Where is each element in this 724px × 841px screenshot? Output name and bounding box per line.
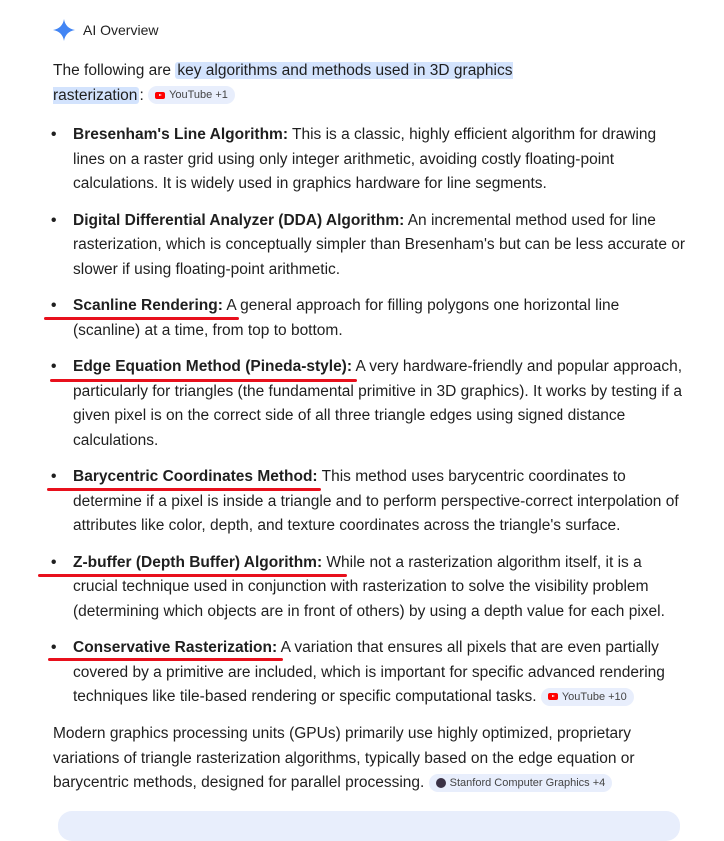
source-chip[interactable] [541,688,634,706]
source-label: Stanford Computer Graphics +4 [449,776,606,789]
gemini-sparkle-icon [53,19,75,41]
outro-text: Modern graphics processing units (GPUs) primarily use highly optimized, proprietary variations of triangle rasterization algorithms, typically based on the edge equation or barycentric methods, designed for parallel processing. [53,725,635,791]
item-text: An incremental method used for line rasterization, which is conceptually simpler than Bresenham's but can be less accurate or slower if using floating-point arithmetic. [73,211,686,278]
intro-highlight[interactable]: key algorithms and methods used in 3D graphics rasterization [53,62,513,104]
list-item [53,123,688,197]
item-text: A very hardware-friendly and popular approach, particularly for triangles (the fundamental primitive in 3D graphics). It works by testing if a given pixel is on the correct side of all three triangle edges using signed distance calculations. [73,358,683,449]
intro-prefix: The following are [53,62,176,79]
item-title: Barycentric Coordinates Method: [73,468,318,485]
red-underline-annotation [44,317,239,320]
source-label: YouTube +10 [561,690,627,703]
stanford-icon [436,778,446,788]
list-item [53,465,688,539]
list-item [53,209,688,283]
intro-suffix: : [139,86,144,104]
ai-overview-header [53,19,158,41]
list-item [53,355,688,453]
intro-paragraph [53,59,573,108]
item-title: Conservative Rasterization: [73,639,278,656]
item-text: While not a rasterization algorithm itself, it is a crucial technique used in conjunction with rasterization to solve the visibility problem (determining which objects are in front of others) by using a depth value for each pixel. [73,553,665,620]
youtube-icon [548,693,558,700]
item-text: This is a classic, highly efficient algorithm for drawing lines on a raster grid using only integer arithmetic, avoiding costly floating-point calculations. It is widely used in graphics hardware for line segments. [73,126,657,192]
outro-paragraph [53,722,683,796]
item-title: Edge Equation Method (Pineda-style): [73,358,353,375]
item-title: Digital Differential Analyzer (DDA) Algorithm: [73,211,405,229]
item-title: Scanline Rendering: [73,297,223,314]
source-label: YouTube +1 [169,89,228,102]
source-chip[interactable] [148,86,235,104]
youtube-icon [155,92,165,99]
item-text: A general approach for filling polygons one horizontal line (scanline) at a time, from top to bottom. [73,297,620,339]
header-title: AI Overview [83,22,159,38]
item-title: Z-buffer (Depth Buffer) Algorithm: [73,553,323,571]
red-underline-annotation [50,379,357,382]
item-text: A variation that ensures all pixels that are even partially covered by a primitive are included, which is important for specific advanced rendering techniques like tile-based rendering or specific computational tasks. [73,639,665,705]
red-underline-annotation [47,488,321,491]
list-item [53,551,688,625]
list-item [53,636,688,710]
follow-up-box[interactable] [58,811,680,841]
source-chip[interactable] [429,774,613,792]
algorithm-list [53,123,688,722]
item-text: This method uses barycentric coordinates to determine if a pixel is inside a triangle and to perform perspective-correct interpolation of attributes like color, depth, and texture coordinates across the triangle's surface. [73,468,679,534]
item-title: Bresenham's Line Algorithm: [73,126,288,143]
red-underline-annotation [38,574,347,577]
red-underline-annotation [48,658,283,661]
